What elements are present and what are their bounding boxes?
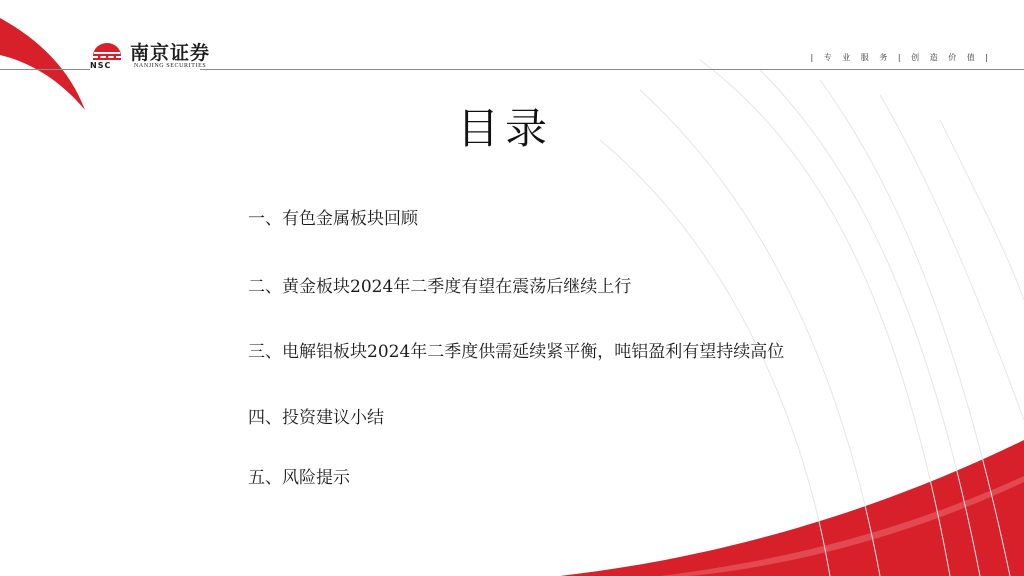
header-rule-left [0, 69, 90, 70]
brand-tagline: | 专 业 服 务 | 创 造 价 值 | [810, 53, 992, 62]
brand-abbr: NSC [90, 61, 112, 70]
toc-item-4[interactable]: 四、投资建议小结 [248, 408, 384, 428]
page-title: 目录 [456, 104, 553, 153]
toc-item-5[interactable]: 五、风险提示 [248, 468, 350, 488]
header-rule [200, 69, 1024, 70]
toc-item-2[interactable]: 二、黄金板块2024年二季度有望在震荡后继续上行 [248, 277, 632, 297]
toc-item-1[interactable]: 一、有色金属板块回顾 [248, 209, 418, 229]
brand-name-en: NANJING SECURITIES [134, 63, 207, 69]
brand-logo [88, 38, 224, 74]
toc-item-3[interactable]: 三、电解铝板块2024年二季度供需延续紧平衡，吨铝盈利有望持续高位 [248, 342, 785, 362]
brand-name-cn: 南京证券 [130, 42, 211, 64]
